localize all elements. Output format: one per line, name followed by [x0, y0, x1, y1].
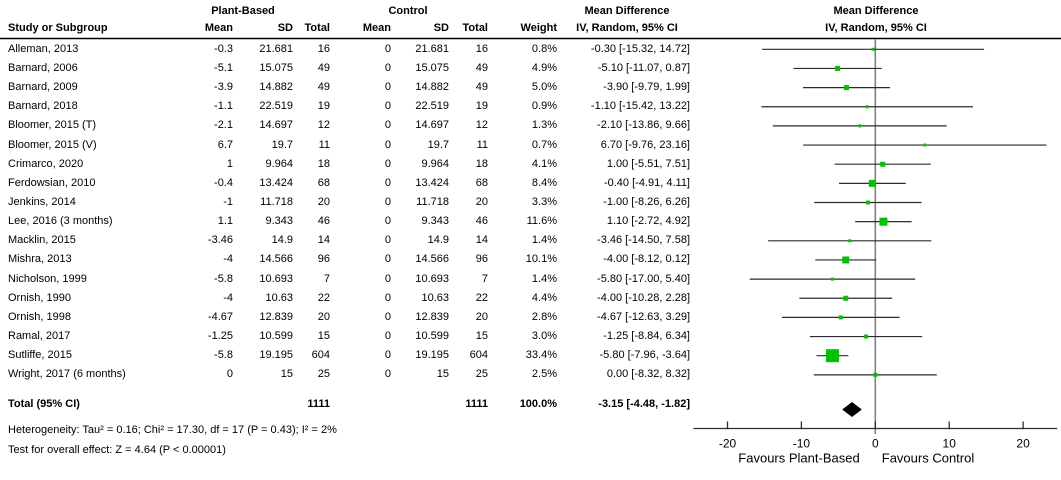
study-name: Ornish, 1990 — [8, 291, 71, 304]
mean-control: 0 — [384, 42, 391, 55]
weight-percent: 1.3% — [531, 119, 557, 132]
weight-percent: 0.9% — [531, 100, 557, 113]
mean-control: 0 — [384, 234, 391, 247]
sd-plant-based: 11.718 — [260, 196, 293, 208]
mean-plant-based: -1.1 — [214, 100, 233, 113]
column-header-sd-control: SD — [433, 21, 449, 34]
total-control: 49 — [475, 81, 488, 94]
sd-plant-based: 19.195 — [259, 349, 293, 362]
mean-plant-based: -3.9 — [214, 81, 233, 94]
total-plant-based: 25 — [317, 368, 330, 381]
mean-plant-based: 0 — [226, 368, 233, 381]
effect-estimate-text: -2.10 [-13.86, 9.66] — [597, 119, 690, 132]
effect-estimate-marker — [872, 48, 875, 51]
sd-plant-based: 12.839 — [259, 310, 293, 323]
effect-estimate-marker — [839, 315, 843, 319]
heterogeneity-statistics: Heterogeneity: Tau² = 0.16; Chi² = 17.30, df = 17 (P = 0.43); I² = 2% — [8, 423, 337, 436]
column-header-iv-random-ci: IV, Random, 95% CI — [576, 21, 678, 34]
study-name: Macklin, 2015 — [8, 234, 76, 247]
effect-estimate-text: -4.67 [-12.63, 3.29] — [597, 310, 690, 323]
study-name: Alleman, 2013 — [8, 42, 79, 55]
mean-plant-based: 6.7 — [217, 138, 233, 151]
effect-estimate-text: -0.40 [-4.91, 4.11] — [603, 176, 690, 189]
effect-estimate-text: -4.00 [-8.12, 0.12] — [603, 253, 690, 266]
weight-percent: 3.3% — [531, 196, 557, 208]
effect-estimate-marker — [864, 335, 868, 339]
sd-plant-based: 22.519 — [259, 100, 293, 113]
sd-plant-based: 14.566 — [259, 253, 293, 266]
mean-plant-based: -2.1 — [214, 119, 233, 132]
favours-right-label: Favours Control — [881, 450, 975, 466]
total-plant-based: 15 — [317, 330, 330, 343]
study-name: Bloomer, 2015 (T) — [8, 119, 97, 132]
sd-control: 14.882 — [415, 81, 449, 94]
study-name: Ferdowsian, 2010 — [8, 176, 96, 189]
sd-plant-based: 15.075 — [259, 61, 293, 74]
mean-control: 0 — [384, 119, 391, 132]
study-name: Mishra, 2013 — [8, 253, 72, 266]
sd-control: 10.599 — [415, 330, 449, 343]
study-name: Nicholson, 1999 — [8, 272, 87, 285]
study-name: Bloomer, 2015 (V) — [8, 138, 97, 151]
total-plant-based: 68 — [317, 176, 330, 189]
sd-control: 19.7 — [427, 138, 449, 151]
weight-percent: 0.7% — [531, 138, 557, 151]
study-name: Wright, 2017 (6 months) — [8, 368, 126, 381]
sd-control: 15 — [436, 368, 449, 381]
sd-control: 13.424 — [415, 176, 449, 189]
total-control: 25 — [475, 368, 488, 381]
sd-control: 11.718 — [416, 196, 449, 208]
study-name: Crimarco, 2020 — [8, 157, 84, 170]
sd-plant-based: 9.964 — [265, 157, 293, 170]
sd-control: 12.839 — [415, 310, 449, 323]
weight-percent: 2.5% — [531, 368, 557, 381]
total-plant-based: 96 — [317, 253, 330, 266]
mean-plant-based: -3.46 — [207, 234, 233, 247]
study-name: Jenkins, 2014 — [8, 196, 76, 208]
x-axis-tick-label: -20 — [718, 436, 737, 451]
effect-estimate-text: -1.00 [-8.26, 6.26] — [603, 196, 690, 208]
total-participants-plant-based: 1111 — [307, 398, 330, 410]
total-plant-based: 14 — [317, 234, 330, 247]
effect-estimate-text: -5.10 [-11.07, 0.87] — [597, 61, 690, 74]
study-name: Ornish, 1998 — [8, 310, 71, 323]
total-plant-based: 46 — [317, 215, 330, 228]
mean-control: 0 — [384, 310, 391, 323]
effect-estimate-marker — [879, 218, 887, 226]
sd-plant-based: 21.681 — [259, 42, 293, 55]
effect-estimate-text: 1.10 [-2.72, 4.92] — [606, 215, 690, 228]
total-control: 16 — [475, 42, 488, 55]
total-plant-based: 22 — [317, 291, 330, 304]
total-plant-based: 20 — [317, 310, 330, 323]
sd-control: 10.693 — [415, 272, 449, 285]
total-plant-based: 7 — [323, 272, 330, 285]
mean-control: 0 — [384, 253, 391, 266]
plot-header-iv-random-ci: IV, Random, 95% CI — [825, 21, 927, 34]
effect-estimate-text: -0.30 [-15.32, 14.72] — [590, 42, 690, 55]
total-control: 22 — [475, 291, 488, 304]
mean-control: 0 — [384, 81, 391, 94]
total-control: 68 — [475, 176, 488, 189]
effect-estimate-marker — [844, 85, 849, 90]
x-axis-tick-label: 0 — [871, 436, 879, 451]
sd-plant-based: 10.63 — [265, 291, 293, 304]
sd-control: 14.566 — [415, 253, 449, 266]
mean-plant-based: -5.1 — [214, 61, 233, 74]
effect-estimate-marker — [869, 180, 876, 187]
mean-control: 0 — [384, 100, 391, 113]
mean-control: 0 — [384, 176, 391, 189]
effect-estimate-marker — [835, 66, 840, 71]
total-plant-based: 16 — [317, 42, 330, 55]
column-header-mean-plant-based: Mean — [204, 21, 233, 34]
weight-percent: 4.9% — [531, 61, 557, 74]
mean-plant-based: -0.3 — [214, 42, 233, 55]
mean-control: 0 — [384, 138, 391, 151]
mean-control: 0 — [384, 330, 391, 343]
column-header-study: Study or Subgroup — [8, 21, 108, 34]
sd-plant-based: 14.9 — [271, 234, 293, 247]
effect-estimate-marker — [848, 239, 851, 242]
weight-percent: 11.6% — [526, 215, 557, 228]
weight-percent: 8.4% — [531, 176, 557, 189]
total-plant-based: 49 — [317, 61, 330, 74]
sd-control: 14.697 — [415, 119, 449, 132]
favours-left-label: Favours Plant-Based — [738, 450, 860, 466]
effect-estimate-text: -1.10 [-15.42, 13.22] — [590, 100, 690, 113]
effect-estimate-marker — [880, 162, 885, 167]
weight-percent: 4.4% — [531, 291, 557, 304]
sd-control: 15.075 — [415, 61, 449, 74]
effect-estimate-text: -5.80 [-7.96, -3.64] — [599, 349, 690, 362]
effect-estimate-marker — [843, 296, 848, 301]
column-header-total-control: Total — [462, 21, 488, 34]
total-plant-based: 18 — [317, 157, 330, 170]
plot-header-mean-difference: Mean Difference — [833, 4, 919, 17]
sd-control: 10.63 — [421, 291, 449, 304]
effect-estimate-marker — [866, 105, 869, 108]
sd-plant-based: 9.343 — [265, 215, 293, 228]
total-plant-based: 604 — [311, 349, 330, 362]
column-header-weight: Weight — [520, 21, 557, 34]
total-control: 12 — [475, 119, 488, 132]
total-control: 20 — [475, 310, 488, 323]
total-plant-based: 19 — [317, 100, 330, 113]
total-weight: 100.0% — [519, 398, 557, 410]
sd-plant-based: 14.697 — [259, 119, 293, 132]
x-axis-tick-label: 20 — [1016, 436, 1030, 451]
sd-plant-based: 19.7 — [271, 138, 293, 151]
weight-percent: 2.8% — [531, 310, 557, 323]
total-control: 604 — [469, 349, 488, 362]
total-participants-control: 1111 — [465, 398, 488, 410]
effect-estimate-text: -5.80 [-17.00, 5.40] — [597, 272, 690, 285]
effect-estimate-marker — [842, 256, 849, 263]
mean-plant-based: -0.4 — [214, 176, 233, 189]
total-control: 7 — [481, 272, 488, 285]
total-plant-based: 49 — [317, 81, 330, 94]
overall-effect-test: Test for overall effect: Z = 4.64 (P < 0.00001) — [8, 443, 226, 456]
weight-percent: 0.8% — [531, 42, 557, 55]
mean-control: 0 — [384, 349, 391, 362]
mean-plant-based: 1 — [226, 157, 233, 170]
total-control: 46 — [475, 215, 488, 228]
sd-plant-based: 13.424 — [259, 176, 293, 189]
effect-estimate-marker — [923, 144, 926, 147]
total-control: 19 — [475, 100, 488, 113]
x-axis-tick-label: -10 — [792, 436, 811, 451]
mean-plant-based: -4.67 — [207, 310, 233, 323]
total-control: 20 — [475, 196, 488, 208]
total-plant-based: 11 — [318, 138, 330, 151]
column-group-control: Control — [388, 4, 428, 17]
total-plant-based: 20 — [317, 196, 330, 208]
weight-percent: 5.0% — [531, 81, 557, 94]
mean-control: 0 — [384, 196, 391, 208]
total-control: 14 — [475, 234, 488, 247]
effect-estimate-text: -1.25 [-8.84, 6.34] — [603, 330, 690, 343]
mean-plant-based: -5.8 — [214, 349, 233, 362]
total-control: 18 — [475, 157, 488, 170]
mean-control: 0 — [384, 61, 391, 74]
total-control: 15 — [475, 330, 488, 343]
total-effect-estimate: -3.15 [-4.48, -1.82] — [598, 398, 690, 410]
mean-plant-based: -5.8 — [214, 272, 233, 285]
total-row-label: Total (95% CI) — [8, 398, 80, 410]
x-axis-tick-label: 10 — [942, 436, 956, 451]
mean-plant-based: -1 — [223, 196, 233, 208]
column-header-mean-difference: Mean Difference — [584, 4, 670, 17]
column-header-total-plant-based: Total — [304, 21, 330, 34]
effect-estimate-marker — [826, 349, 839, 362]
sd-control: 19.195 — [415, 349, 449, 362]
column-group-plant-based: Plant-Based — [211, 4, 275, 17]
total-control: 11 — [476, 138, 488, 151]
effect-estimate-marker — [873, 373, 877, 377]
effect-estimate-text: -4.00 [-10.28, 2.28] — [597, 291, 690, 304]
mean-control: 0 — [384, 272, 391, 285]
mean-control: 0 — [384, 368, 391, 381]
effect-estimate-text: -3.46 [-14.50, 7.58] — [597, 234, 690, 247]
mean-plant-based: 1.1 — [217, 215, 233, 228]
sd-control: 9.343 — [421, 215, 449, 228]
weight-percent: 3.0% — [531, 330, 557, 343]
effect-estimate-marker — [858, 124, 861, 127]
sd-control: 9.964 — [421, 157, 449, 170]
sd-control: 21.681 — [415, 42, 449, 55]
weight-percent: 1.4% — [531, 234, 557, 247]
sd-control: 22.519 — [415, 100, 449, 113]
mean-control: 0 — [384, 291, 391, 304]
total-control: 49 — [475, 61, 488, 74]
weight-percent: 10.1% — [525, 253, 557, 266]
effect-estimate-text: 1.00 [-5.51, 7.51] — [606, 157, 690, 170]
mean-control: 0 — [384, 215, 391, 228]
effect-estimate-text: -3.90 [-9.79, 1.99] — [603, 81, 690, 94]
effect-estimate-text: 6.70 [-9.76, 23.16] — [600, 138, 690, 151]
sd-plant-based: 14.882 — [259, 81, 293, 94]
study-name: Ramal, 2017 — [8, 330, 71, 343]
total-control: 96 — [475, 253, 488, 266]
weight-percent: 4.1% — [531, 157, 557, 170]
column-header-sd-plant-based: SD — [277, 21, 293, 34]
total-plant-based: 12 — [317, 119, 330, 132]
column-header-mean-control: Mean — [362, 21, 391, 34]
mean-plant-based: -1.25 — [207, 330, 233, 343]
study-name: Barnard, 2006 — [8, 61, 78, 74]
study-name: Sutliffe, 2015 — [8, 349, 73, 362]
mean-plant-based: -4 — [223, 253, 233, 266]
weight-percent: 1.4% — [531, 272, 557, 285]
sd-plant-based: 10.599 — [259, 330, 293, 343]
pooled-effect-diamond — [842, 402, 862, 417]
mean-control: 0 — [384, 157, 391, 170]
study-name: Barnard, 2018 — [8, 100, 78, 113]
study-name: Lee, 2016 (3 months) — [8, 215, 113, 228]
weight-percent: 33.4% — [525, 349, 557, 362]
effect-estimate-marker — [866, 201, 870, 205]
effect-estimate-text: 0.00 [-8.32, 8.32] — [606, 368, 690, 381]
mean-plant-based: -4 — [223, 291, 233, 304]
sd-plant-based: 10.693 — [259, 272, 293, 285]
study-name: Barnard, 2009 — [8, 81, 78, 94]
effect-estimate-marker — [831, 278, 834, 281]
sd-plant-based: 15 — [280, 368, 293, 381]
sd-control: 14.9 — [427, 234, 449, 247]
